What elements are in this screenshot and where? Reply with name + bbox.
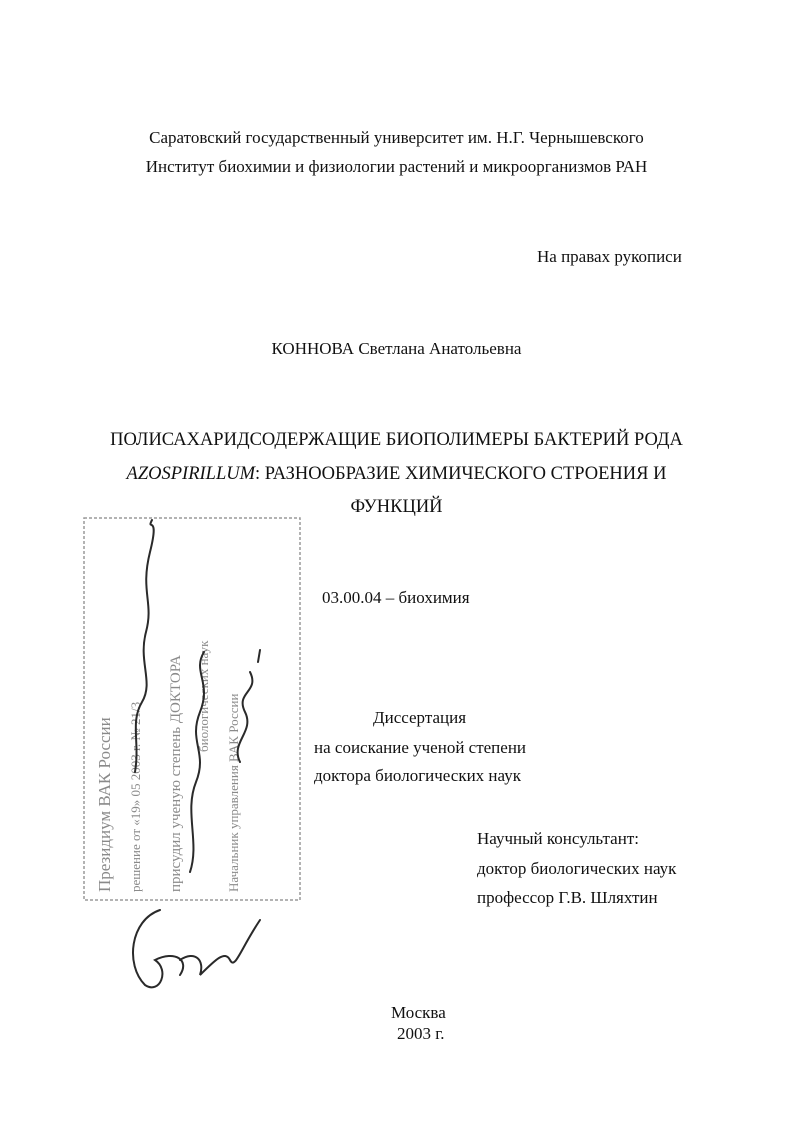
- stamp-text-e: Начальник управления ВАК России: [226, 693, 241, 892]
- institute-name: Институт биохимии и физиологии растений и микроорганизмов РАН: [145, 157, 648, 176]
- signature-stroke: [133, 910, 260, 987]
- stamp-text-a: Президиум ВАК России: [95, 717, 114, 892]
- specialty-code: 03.00.04 – биохимия: [322, 588, 470, 607]
- advisor-label: Научный консультант:: [477, 829, 639, 848]
- city: Москва: [391, 1003, 446, 1022]
- dissertation-label: Диссертация: [373, 708, 467, 727]
- stamp-border: [84, 518, 300, 900]
- thesis-title-line-2-rest: : РАЗНООБРАЗИЕ ХИМИЧЕСКОГО СТРОЕНИЯ И: [255, 464, 667, 484]
- rights-note: На правах рукописи: [537, 247, 682, 266]
- signature: [120, 890, 270, 1000]
- advisor-name: профессор Г.В. Шляхтин: [477, 888, 658, 907]
- stamp-text-d: биологических наук: [196, 640, 211, 752]
- dissertation-field-line: доктора биологических наук: [314, 766, 521, 785]
- stamp-text-c: присудил ученую степень ДОКТОРА: [168, 655, 184, 892]
- thesis-title-line-2: [0, 463, 793, 485]
- advisor-degree: доктор биологических наук: [477, 859, 677, 878]
- vak-stamp: [80, 512, 305, 912]
- author-name: КОННОВА Светлана Анатольевна: [271, 339, 522, 358]
- university-name: Саратовский государственный университет им. Н.Г. Чернышевского: [149, 128, 644, 147]
- dissertation-degree-line: на соискание ученой степени: [314, 738, 527, 757]
- thesis-title-line-3: ФУНКЦИЙ: [350, 497, 443, 517]
- year: 2003 г.: [397, 1024, 445, 1043]
- genus-name: AZOSPIRILLUM: [126, 464, 256, 484]
- thesis-title-line-1: ПОЛИСАХАРИДСОДЕРЖАЩИЕ БИОПОЛИМЕРЫ БАКТЕРИЙ РОДА: [110, 430, 683, 450]
- stamp-text-b: решение от «19» 05 2003 г. № 21/3: [128, 701, 143, 892]
